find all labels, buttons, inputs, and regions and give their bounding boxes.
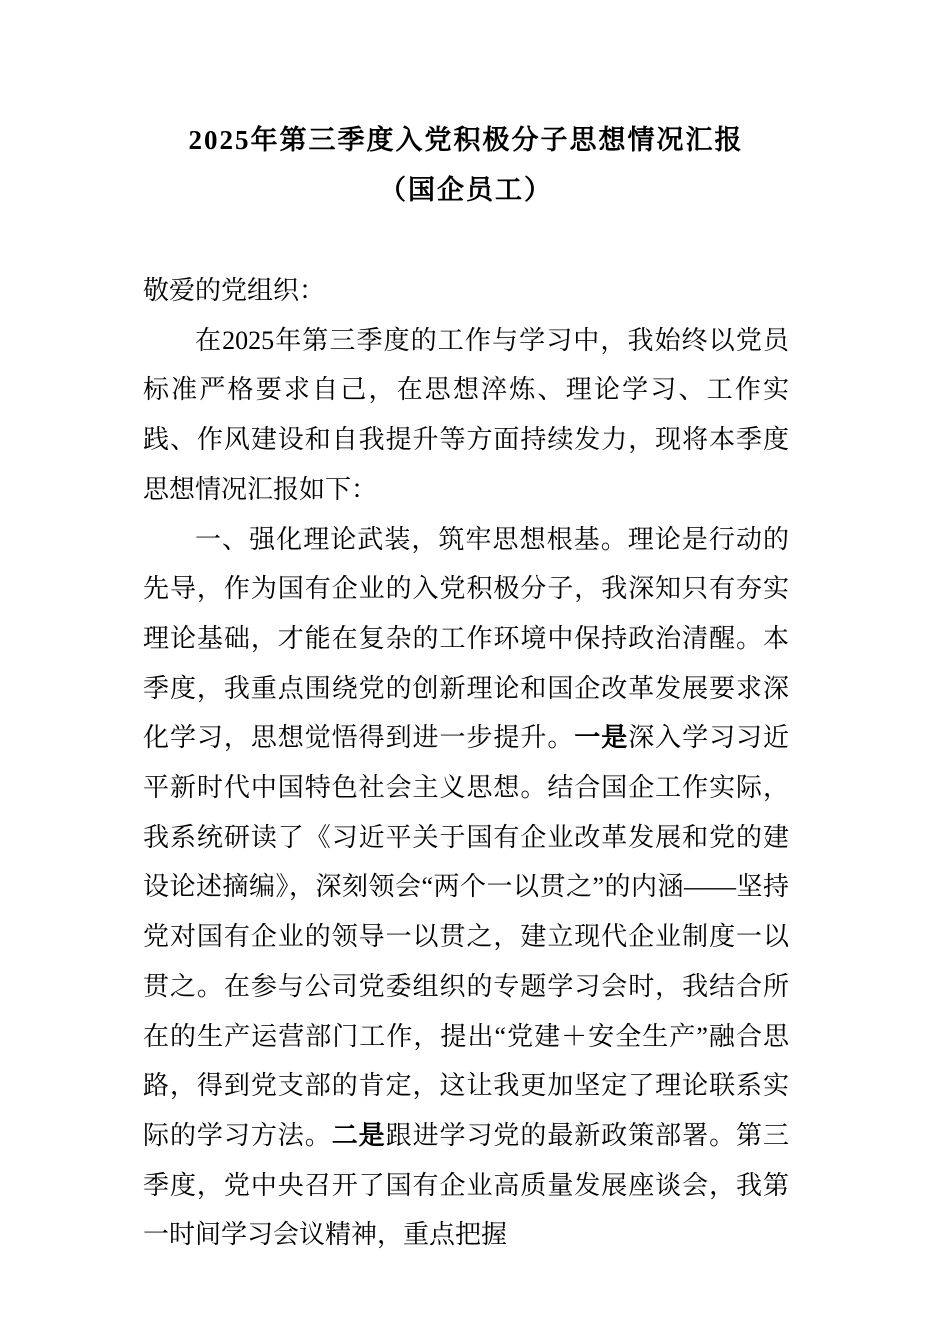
text-run: 一、强化理论武装，筑牢思想根基。理论是行动的先导，作为国有企业的入党积极分子，我深知只有夯实理论基础，才能在复杂的工作环境中保持政治清醒。本季度，我重点围绕党的创新理论和国企改革发展要求深化学习，思想觉悟得到进一步提升。 xyxy=(143,524,789,753)
body-paragraph xyxy=(143,316,789,515)
salutation: 敬爱的党组织： xyxy=(143,276,326,305)
text-run: 在2025年第三季度的工作与学习中，我始终以党员标准严格要求自己，在思想淬炼、理论学习、工作实践、作风建设和自我提升等方面持续发力，现将本季度思想情况汇报如下： xyxy=(143,325,789,504)
body-paragraph xyxy=(143,515,789,1261)
document-body xyxy=(143,266,789,1260)
document-title: 2025年第三季度入党积极分子思想情况汇报 xyxy=(188,125,744,155)
bold-text-run: 二是 xyxy=(331,1120,386,1150)
paragraphs-container xyxy=(143,316,789,1260)
text-run: 跟进学习党的最新政策部署。第三季度，党中央召开了国有企业高质量发展座谈会，我第一时间学习会议精神，重点把握 xyxy=(143,1120,789,1250)
document-subtitle: （国企员工） xyxy=(379,175,553,205)
bold-text-run: 一是 xyxy=(574,723,629,753)
text-run: 深入学习习近平新时代中国特色社会主义思想。结合国企工作实际，我系统研读了《习近平关于国有企业改革发展和党的建设论述摘编》，深刻领会“两个一以贯之”的内涵——坚持党对国有企业的领导一以贯之，建立现代企业制度一以贯之。在参与公司党委组织的专题学习会时，我结合所在的生产运营部门工作，提出“党建＋安全生产”融合思路，得到党支部的肯定，这让我更加坚定了理论联系实际的学习方法。 xyxy=(143,723,789,1150)
title-body-gap xyxy=(143,215,789,266)
